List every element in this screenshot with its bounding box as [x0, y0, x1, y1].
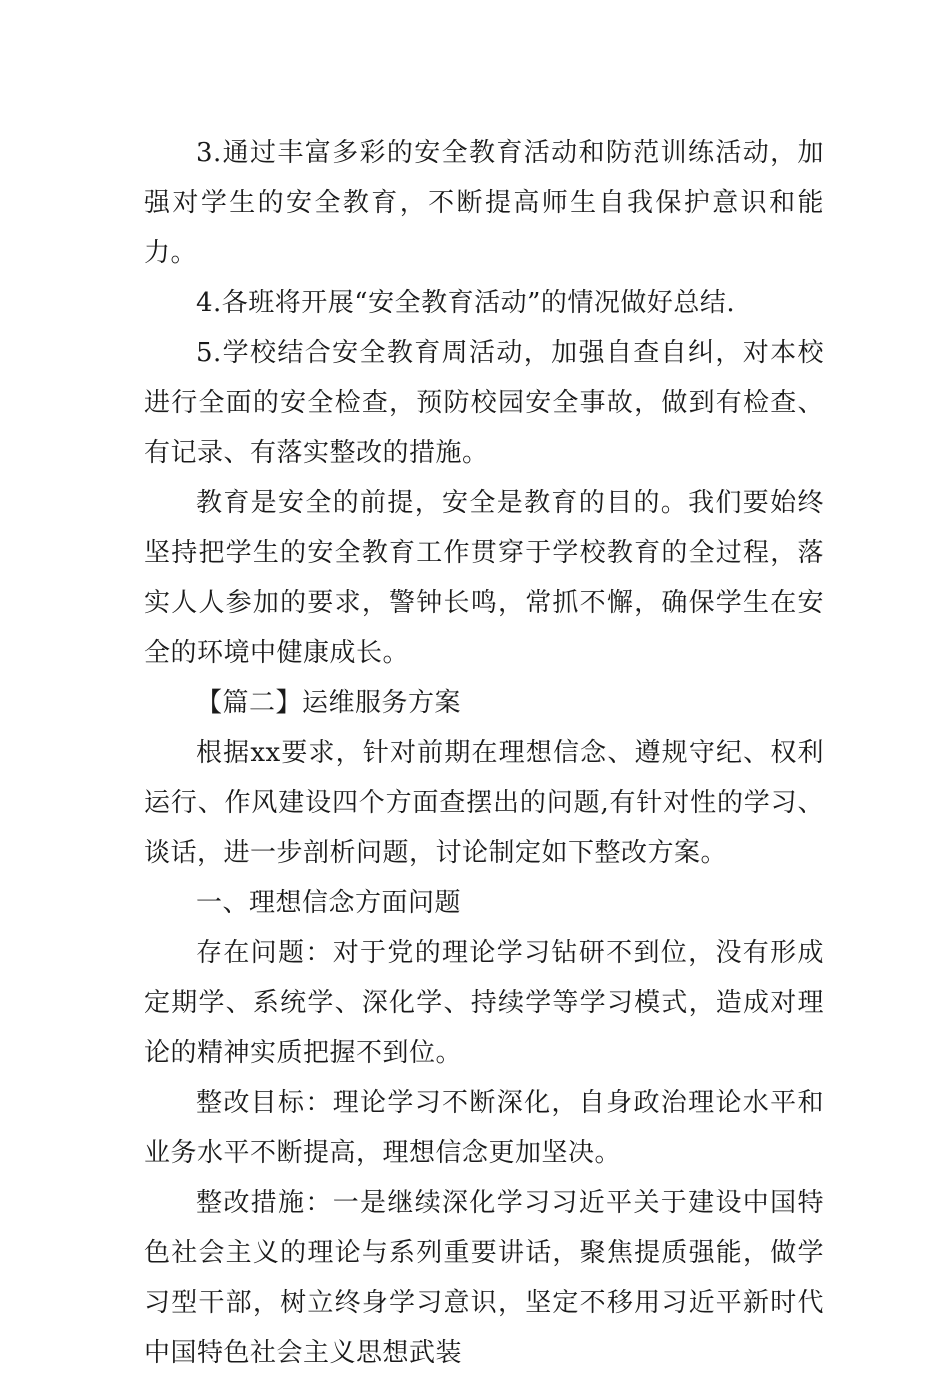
paragraph-existing-problems: 存在问题：对于党的理论学习钻研不到位，没有形成定期学、系统学、深化学、持续学等学习模式，造成对理论的精神实质把握不到位。: [144, 938, 824, 1068]
document-body: [144, 128, 824, 1378]
paragraph-item-4: 4.各班将开展“安全教育活动”的情况做好总结.: [196, 288, 736, 318]
paragraph-item-5: 5.学校结合安全教育周活动，加强自查自纠，对本校进行全面的安全检查，预防校园安全事故，做到有检查、有记录、有落实整改的措施。: [144, 338, 824, 468]
paragraph-conclusion: 教育是安全的前提，安全是教育的目的。我们要始终坚持把学生的安全教育工作贯穿于学校教育的全过程，落实人人参加的要求，警钟长鸣，常抓不懈，确保学生在安全的环境中健康成长。: [144, 488, 824, 668]
paragraph-item-3: 3.通过丰富多彩的安全教育活动和防范训练活动，加强对学生的安全教育，不断提高师生自我保护意识和能力。: [144, 138, 824, 268]
paragraph-intro: 根据xx要求，针对前期在理想信念、遵规守纪、权利运行、作风建设四个方面查摆出的问题,有针对性的学习、谈话，进一步剖析问题，讨论制定如下整改方案。: [144, 738, 824, 868]
paragraph-rectification-measures: 整改措施：一是继续深化学习习近平关于建设中国特色社会主义的理论与系列重要讲话，聚焦提质强能，做学习型干部，树立终身学习意识，坚定不移用习近平新时代中国特色社会主义思想武装: [144, 1188, 824, 1368]
subsection-heading-ideals: 一、理想信念方面问题: [196, 888, 462, 918]
paragraph-rectification-goal: 整改目标：理论学习不断深化，自身政治理论水平和业务水平不断提高，理想信念更加坚决。: [144, 1088, 824, 1168]
section-heading-part-two: 【篇二】运维服务方案: [196, 688, 462, 718]
